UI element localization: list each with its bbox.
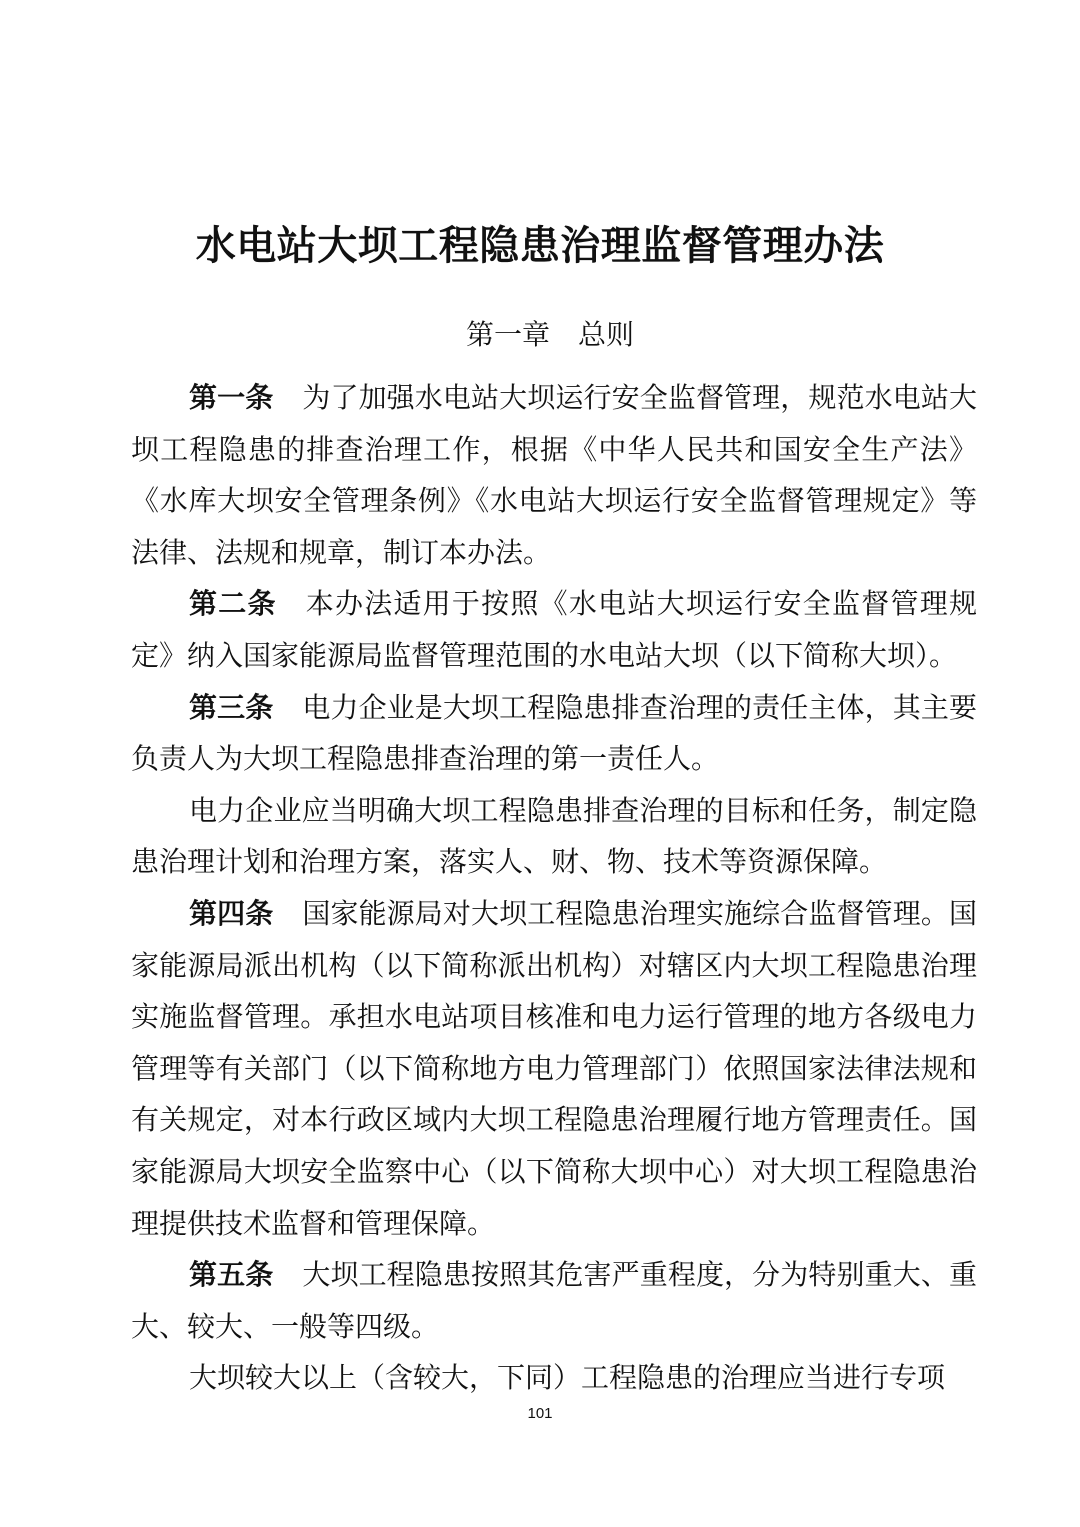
article-text: 国家能源局对大坝工程隐患治理实施综合监督管理。国家能源局派出机构（以下简称派出机构）对辖区内大坝工程隐患治理实施监督管理。承担水电站项目核准和电力运行管理的地方各级电力管理等有关部门（以下简称地方电力管理部门）依照国家法律法规和有关规定，对本行政区域内大坝工程隐患治理履行地方管理责任。国家能源局大坝安全监察中心（以下简称大坝中心）对大坝工程隐患治理提供技术监督和管理保障。 bbox=[131, 896, 977, 1240]
document-title: 水电站大坝工程隐患治理监督管理办法 bbox=[195, 222, 885, 269]
article-paragraph bbox=[131, 1249, 977, 1352]
page-number: 101 bbox=[527, 1405, 553, 1422]
article-paragraph bbox=[131, 888, 977, 1249]
article-paragraph bbox=[131, 578, 977, 681]
paragraph-text: 电力企业应当明确大坝工程隐患排查治理的目标和任务，制定隐患治理计划和治理方案，落实人、财、物、技术等资源保障。 bbox=[131, 793, 977, 879]
paragraph-text: 大坝较大以上（含较大，下同）工程隐患的治理应当进行专项 bbox=[189, 1361, 946, 1395]
article-text: 大坝工程隐患按照其危害严重程度，分为特别重大、重大、较大、一般等四级。 bbox=[131, 1258, 977, 1343]
body-paragraph bbox=[131, 785, 977, 888]
article-paragraph bbox=[131, 372, 977, 578]
article-label: 第一条 bbox=[189, 381, 274, 414]
article-text: 电力企业是大坝工程隐患排查治理的责任主体，其主要负责人为大坝工程隐患排查治理的第一责任人。 bbox=[131, 690, 977, 776]
article-label: 第四条 bbox=[189, 896, 274, 930]
article-text: 为了加强水电站大坝运行安全监督管理，规范水电站大坝工程隐患的排查治理工作，根据《中华人民共和国安全生产法》《水库大坝安全管理条例》《水电站大坝运行安全监督管理规定》等法律、法规和规章，制订本办法。 bbox=[131, 381, 977, 569]
article-label: 第五条 bbox=[189, 1258, 274, 1292]
article-text: 本办法适用于按照《水电站大坝运行安全监督管理规定》纳入国家能源局监督管理范围的水电站大坝（以下简称大坝）。 bbox=[131, 587, 977, 672]
document-body bbox=[131, 372, 977, 1404]
article-label: 第二条 bbox=[189, 587, 277, 621]
body-paragraph bbox=[131, 1352, 977, 1404]
article-label: 第三条 bbox=[189, 690, 274, 724]
article-paragraph bbox=[131, 682, 977, 785]
chapter-heading: 第一章 总则 bbox=[465, 318, 634, 351]
